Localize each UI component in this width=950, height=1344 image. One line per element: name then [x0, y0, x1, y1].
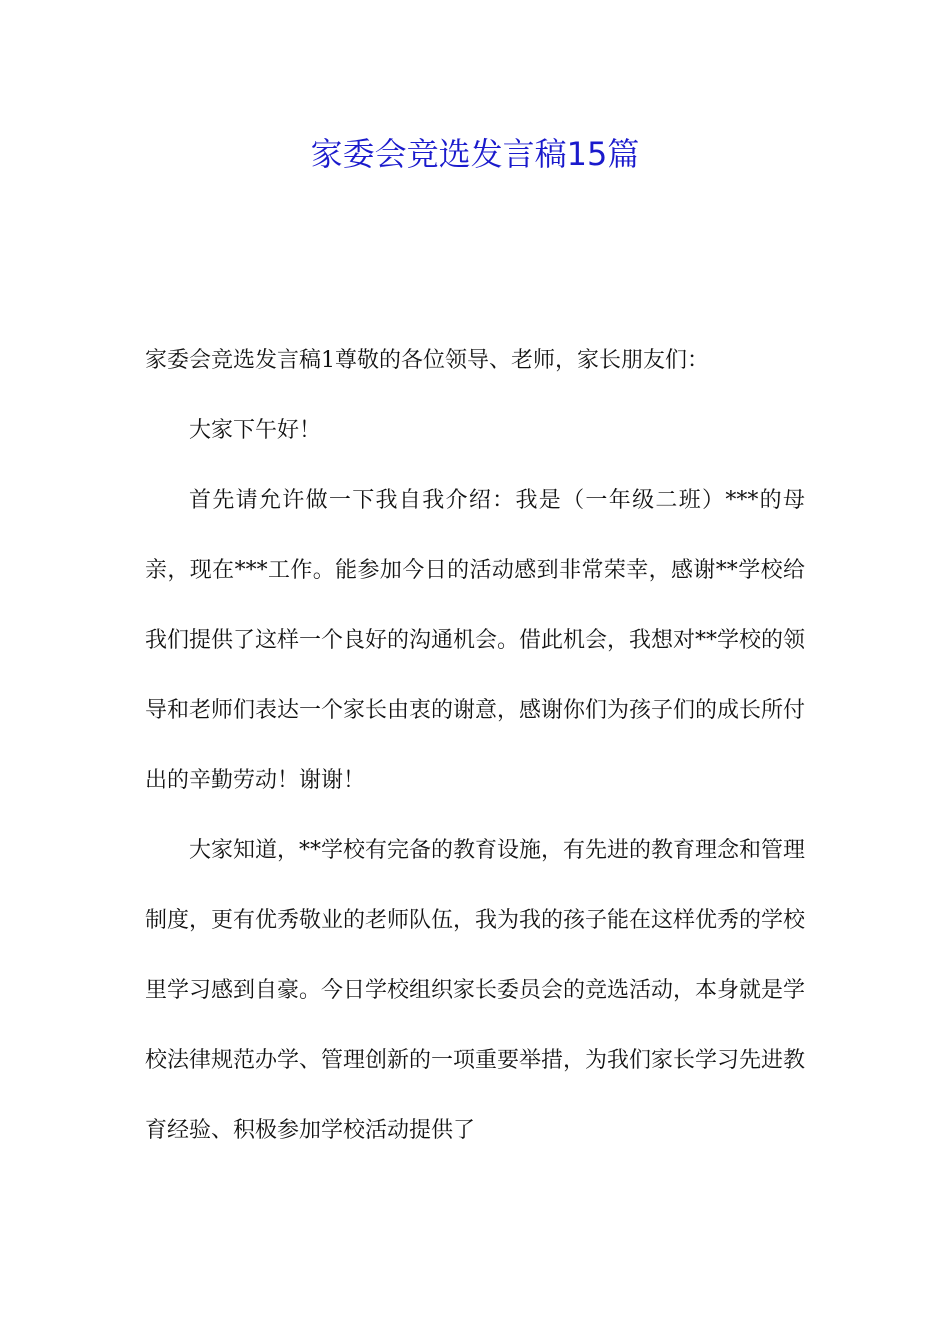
document-title: 家委会竞选发言稿15篇 [310, 135, 640, 173]
paragraph-introduction: 首先请允许做一下我自我介绍：我是（一年级二班）***的母亲，现在***工作。能参加今日的活动感到非常荣幸，感谢**学校给我们提供了这样一个良好的沟通机会。借此机会，我想对**学校的领导和老师们表达一个家长由衷的谢意，感谢你们为孩子们的成长所付出的辛勤劳动！谢谢！ [145, 488, 806, 793]
paragraph-greeting: 大家下午好！ [189, 418, 322, 443]
paragraph-school-praise: 大家知道，**学校有完备的教育设施，有先进的教育理念和管理制度，更有优秀敬业的老师队伍，我为我的孩子能在这样优秀的学校里学习感到自豪。今日学校组织家长委员会的竞选活动，本身就是学校法律规范办学、管理创新的一项重要举措，为我们家长学习先进教育经验、积极参加学校活动提供了 [145, 838, 806, 1143]
document-body [145, 338, 805, 1166]
paragraph-heading-greeting: 家委会竞选发言稿1尊敬的各位领导、老师，家长朋友们： [145, 348, 709, 373]
